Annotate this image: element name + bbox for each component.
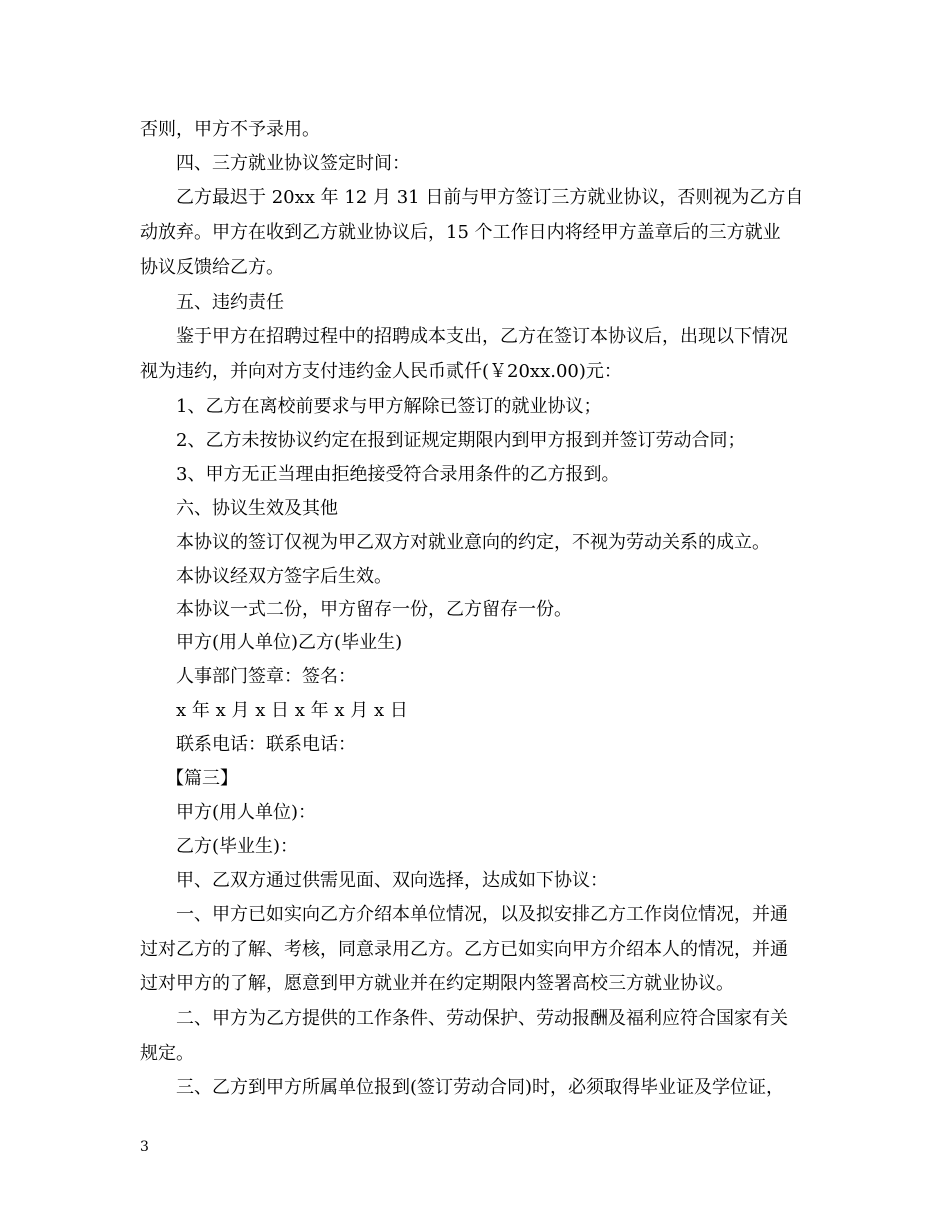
text-line: 二、甲方为乙方提供的工作条件、劳动保护、劳动报酬及福利应符合国家有关 (176, 1008, 788, 1029)
section-heading: 四、三方就业协议签定时间： (176, 153, 410, 174)
list-item: 2、乙方未按协议约定在报到证规定期限内到甲方报到并签订劳动合同； (176, 430, 746, 451)
text-line: 鉴于甲方在招聘过程中的招聘成本支出，乙方在签订本协议后，出现以下情况 (176, 326, 788, 347)
signature-stamp-line: 人事部门签章：签名： (176, 666, 356, 687)
section-heading: 五、违约责任 (176, 292, 284, 313)
text-line: 三、乙方到甲方所属单位报到(签订劳动合同)时，必须取得毕业证及学位证， (176, 1077, 785, 1098)
text-line: 过对甲方的了解，愿意到甲方就业并在约定期限内签署高校三方就业协议。 (140, 973, 734, 994)
signature-date-line: x 年 x 月 x 日 x 年 x 月 x 日 (176, 700, 408, 721)
signature-party-line: 甲方(用人单位)乙方(毕业生) (176, 632, 403, 653)
text-line: 本协议的签订仅视为甲乙双方对就业意向的约定，不视为劳动关系的成立。 (176, 532, 770, 553)
page-number: 3 (140, 1139, 149, 1155)
text-line: 规定。 (140, 1043, 194, 1064)
text-line: 甲、乙双方通过供需见面、双向选择，达成如下协议： (176, 870, 608, 891)
text-line: 过对乙方的了解、考核，同意录用乙方。乙方已如实向甲方介绍本人的情况，并通 (140, 939, 788, 960)
text-line: 一、甲方已如实向乙方介绍本单位情况，以及拟安排乙方工作岗位情况，并通 (176, 904, 788, 925)
list-item: 3、甲方无正当理由拒绝接受符合录用条件的乙方报到。 (176, 464, 620, 485)
text-line: 视为违约，并向对方支付违约金人民币贰仟(￥20xx.00)元： (140, 361, 622, 382)
part-heading: 【篇三】 (166, 768, 238, 789)
text-line: 否则，甲方不予录用。 (140, 119, 320, 140)
text-line: 协议反馈给乙方。 (140, 257, 284, 278)
list-item: 1、乙方在离校前要求与甲方解除已签订的就业协议； (176, 396, 602, 417)
text-line: 本协议一式二份，甲方留存一份，乙方留存一份。 (176, 599, 572, 620)
text-line: 本协议经双方签字后生效。 (176, 566, 392, 587)
contact-line: 联系电话：联系电话： (176, 734, 356, 755)
section-heading: 六、协议生效及其他 (176, 498, 338, 519)
text-line: 乙方最迟于 20xx 年 12 月 31 日前与甲方签订三方就业协议，否则视为乙方自 (176, 187, 804, 208)
party-a-line: 甲方(用人单位)： (176, 802, 317, 823)
text-line: 动放弃。甲方在收到乙方就业协议后，15 个工作日内将经甲方盖章后的三方就业 (140, 222, 781, 243)
party-b-line: 乙方(毕业生)： (176, 836, 299, 857)
